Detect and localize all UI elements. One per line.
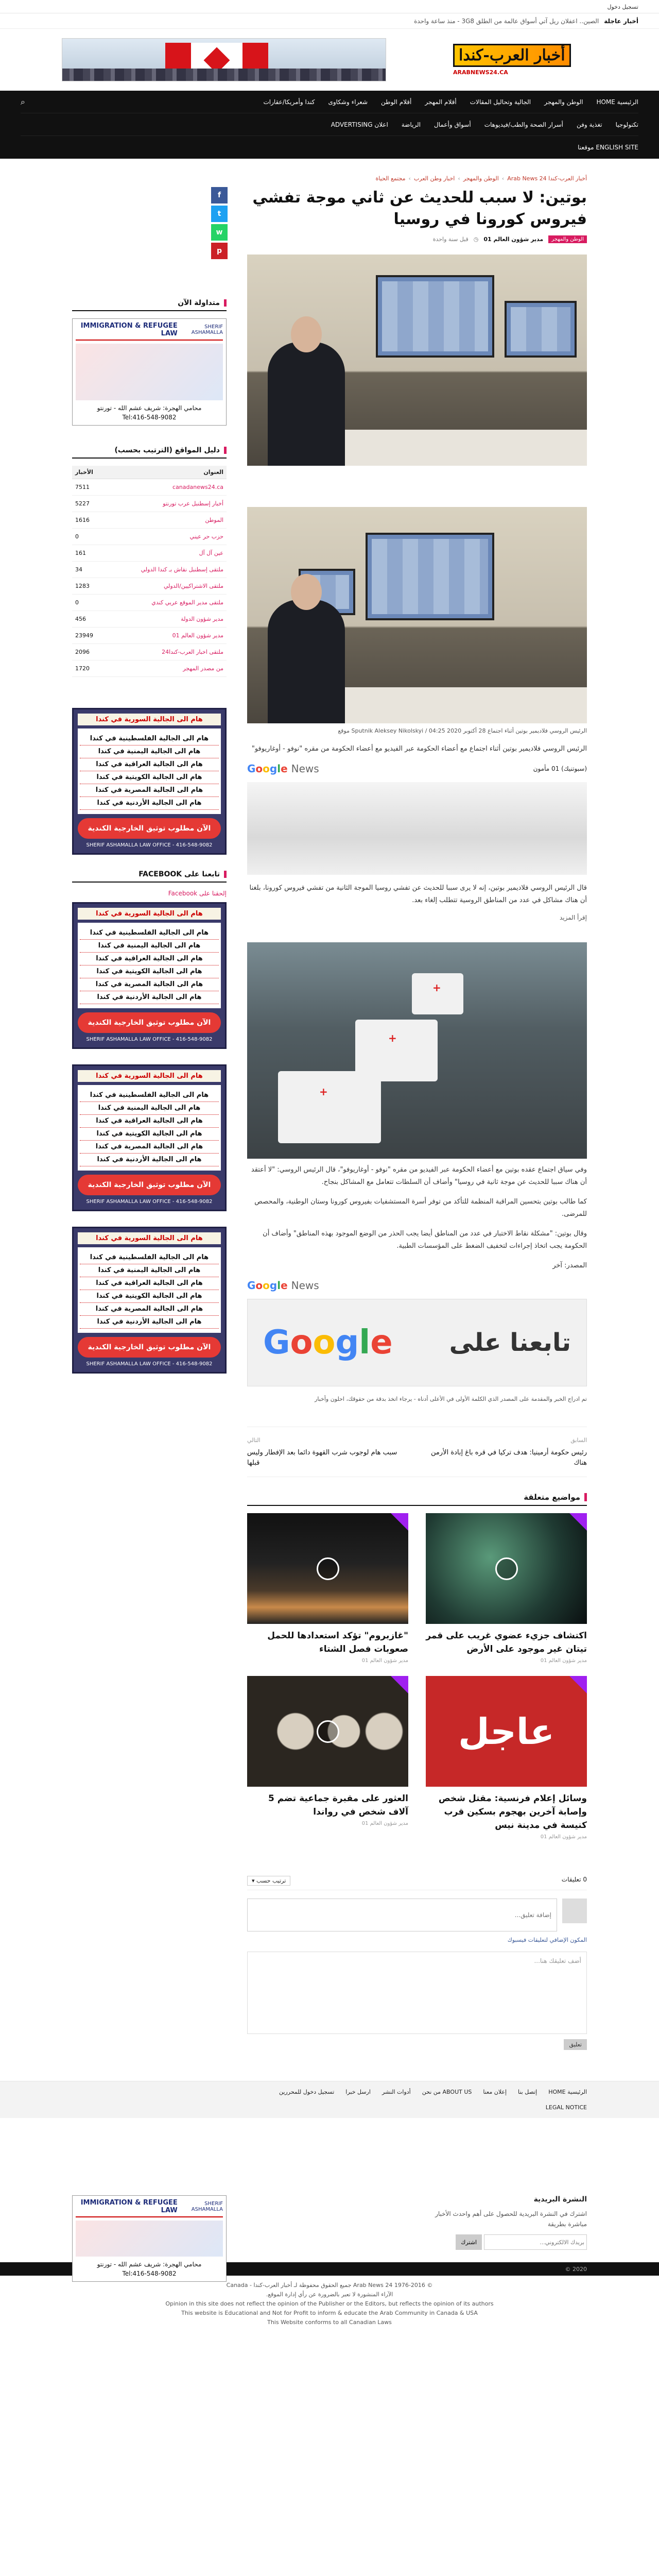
directory-row[interactable] [72, 578, 227, 595]
article-source: (سبوتنيك) 01 مأمون [533, 765, 587, 772]
related-article-title: العثور على مقبرة جماعية تضم 5 آلاف شخص في رواندا [268, 1793, 408, 1817]
sidebar-ad-block [72, 1064, 227, 1211]
ad-line: هام الى الجالية العراقية في كندا [80, 1277, 219, 1290]
facebook-link[interactable]: إلحقنا على Facebook [168, 890, 227, 897]
immigration-lawyer-ad-footer[interactable] [72, 2195, 227, 2282]
directory-count: 5227 [72, 496, 105, 512]
article-meta [247, 235, 587, 243]
breaking-news-ticker[interactable]: الصين.. اعفلان ريل آتي أسواق عالمة من الطلق 3G8 - منذ ساعة واحدة [414, 17, 599, 25]
directory-count: 1720 [72, 660, 105, 677]
next-article-link[interactable]: التالي سبب هام لوجوب شرب القهوة دائما بعد الإفطار وليس قبلها [247, 1437, 397, 1467]
article-column [216, 175, 587, 2050]
category-badge[interactable]: الوطن والمهجر [548, 235, 587, 243]
copyright-year: 2020 © [565, 2265, 587, 2273]
directory-site-link[interactable]: الموطن [105, 512, 227, 529]
directory-row[interactable] [72, 496, 227, 512]
ad-bubble: الآن مطلوب توثيق الخارجية الكندية [78, 818, 221, 839]
related-article-author: مدير شؤون العالم 01 [361, 1821, 408, 1826]
article-title: بوتين: لا سبب للحديث عن ثاني موجة تفشي فيروس كورونا في روسيا [252, 189, 587, 228]
related-article-card[interactable] [426, 1676, 587, 1840]
ad-line: هام الى الجالية الأردنية في كندا [80, 1316, 219, 1329]
ad-line: هام الى الجالية الفلسطينية في كندا [80, 1251, 219, 1264]
avatar [562, 1899, 587, 1923]
directory-row[interactable] [72, 529, 227, 545]
ad-line: هام الى الجالية الكويتية في كندا [80, 771, 219, 784]
immigration-lawyer-ad[interactable] [72, 318, 227, 426]
ad-placeholder [247, 782, 587, 875]
nav-item-diaspora-pens[interactable]: أقلام المهجر [425, 98, 457, 106]
related-article-author: مدير شؤون العالم 01 [540, 1658, 587, 1664]
ad-lines [78, 1247, 221, 1333]
nav-item-food-art[interactable]: تغذية وفن [576, 121, 602, 128]
google-word: Google [263, 1324, 393, 1362]
directory-block [72, 446, 227, 677]
nav-item-english-site[interactable]: ENGLISH SITE موقعنا [578, 144, 638, 151]
footer-link-advertise[interactable]: إعلان معنا [483, 2088, 507, 2095]
play-icon [495, 1557, 518, 1580]
breadcrumb-separator: › [408, 175, 411, 182]
ad-line: هام الى الجالية العراقية في كندا [80, 953, 219, 965]
footer-row-primary [72, 2081, 587, 2097]
directory-site-link[interactable]: مدير شؤون العالم 01 [105, 628, 227, 644]
legal-line: This Website conforms to all Canadian Laws [267, 2319, 392, 2326]
directory-row[interactable] [72, 512, 227, 529]
ambulance-image [247, 942, 587, 1159]
directory-site-link[interactable]: مدير شؤون الدولة [105, 611, 227, 628]
ad-image [76, 344, 223, 400]
author-name[interactable]: مدير شؤون العالم 01 [483, 236, 544, 243]
ambulance-vehicle [412, 973, 463, 1014]
nav-item-sports[interactable]: الرياضة [401, 121, 421, 128]
directory-site-link[interactable]: ملتقى الاشتراكيين/الدولي [105, 578, 227, 595]
related-article-image [247, 1676, 408, 1787]
comments-count: 0 تعليقات [561, 1876, 587, 1883]
ad-lines [78, 728, 221, 814]
breadcrumb-separator: › [501, 175, 505, 182]
nav-row-secondary [21, 113, 638, 136]
comment-textarea[interactable]: أضف تعليقك هنا... [247, 1952, 587, 2034]
newsletter-subscribe-button[interactable]: اشترك [456, 2234, 482, 2250]
legal-line: الآراء المنشورة لا تعبر بالضرورة عن رأي إدارة الموقع. [266, 2291, 393, 2298]
nav-row-tertiary [21, 136, 638, 159]
footer-row-secondary [72, 2097, 587, 2112]
directory-row[interactable] [72, 660, 227, 677]
ad-line: هام الى الجالية المصرية في كندا [80, 1303, 219, 1316]
ad-person-name: SHERIF ASHAMALLA [191, 2201, 223, 2212]
directory-count: 456 [72, 611, 105, 628]
nav-item-home[interactable]: الرئيسية HOME [596, 98, 638, 106]
ad-image [76, 2221, 223, 2257]
article-source: المصدر: آخر [552, 1262, 587, 1269]
ad-footer: محامي الهجرة: شريف عشم الله - تورنتو Tel:416-548-9082 [97, 404, 202, 421]
directory-row[interactable] [72, 611, 227, 628]
site-logo[interactable] [453, 38, 597, 81]
footer-links [0, 2081, 659, 2118]
directory-row[interactable] [72, 479, 227, 496]
corner-badge [569, 1676, 587, 1693]
breaking-news-label: أخبار عاجلة [604, 17, 638, 25]
desk-image [340, 430, 587, 466]
related-article-image [247, 1513, 408, 1624]
ad-line: هام الى الجالية المصرية في كندا [80, 1141, 219, 1154]
person-image [268, 342, 345, 466]
ad-person-name: SHERIF ASHAMALLA [191, 324, 223, 335]
community-notice-ad[interactable] [72, 902, 227, 1049]
login-link[interactable]: تسجيل دخول [607, 3, 638, 10]
newsletter-box [432, 2195, 587, 2282]
desk-image [340, 687, 587, 723]
ad-footer: محامي الهجرة: شريف عشم الله - تورنتو Tel:416-548-9082 [97, 2261, 202, 2277]
read-more-link[interactable]: إقرأ المزيد [559, 914, 587, 921]
related-article-card[interactable] [247, 1676, 408, 1840]
ad-line: هام الى الجالية الكويتية في كندا [80, 965, 219, 978]
submit-comment-button[interactable]: تعليق [564, 2039, 587, 2050]
breadcrumb [247, 175, 587, 182]
footer-link-send-news[interactable]: ارسل خبرا [345, 2088, 371, 2095]
pinterest-share-icon[interactable]: p [211, 243, 228, 259]
related-article-title: اكتشاف جزيء عضوي غريب على قمر تيتان غير موجود على الأرض [426, 1631, 587, 1654]
nav-item-health[interactable]: أسرار الصحة والطب/فيديوهات [484, 121, 563, 128]
ad-line: هام الى الجالية الكويتية في كندا [80, 1128, 219, 1141]
comments-header [247, 1876, 587, 1890]
directory-count: 0 [72, 529, 105, 545]
skyline-image [62, 69, 386, 81]
corner-badge [391, 1513, 408, 1531]
ad-bubble: الآن مطلوب توثيق الخارجية الكندية [78, 1175, 221, 1195]
corner-badge [391, 1676, 408, 1693]
play-icon [317, 1557, 339, 1580]
directory-count: 34 [72, 562, 105, 578]
ad-line: هام الى الجالية الأردنية في كندا [80, 797, 219, 810]
search-icon[interactable]: ⌕ [21, 96, 25, 107]
prev-next-navigation [247, 1427, 587, 1477]
clock-icon: ◷ [473, 236, 479, 243]
play-icon [317, 1720, 339, 1743]
video-screen-image [505, 301, 577, 358]
breaking-news-bar [0, 13, 659, 29]
ad-line: هام الى الجالية الفلسطينية في كندا [80, 1089, 219, 1102]
video-screen-image [376, 275, 494, 358]
community-notice-ad[interactable] [72, 1064, 227, 1211]
ad-title: هام الى الجالية السورية في كندا [78, 1070, 221, 1082]
directory-count: 7511 [72, 479, 105, 496]
ad-line: هام الى الجالية المصرية في كندا [80, 978, 219, 991]
sidebar-ad-block [72, 1227, 227, 1374]
nav-item-canada-america[interactable]: كندا وأمريكا/عقارات [263, 98, 315, 106]
breadcrumb-item-category[interactable]: الوطن والمهجر [463, 175, 499, 182]
directory-title: دليل المواقع (الترتيب بحسب) [72, 446, 227, 459]
directory-site-link[interactable]: ملتقى اخبار العرب-كندا24 [105, 644, 227, 660]
directory-site-link[interactable]: حزب حر عيني [105, 529, 227, 545]
newsletter-text: اشترك في النشرة البريدية للحصول على أهم واحدث الأخبار مباشرة بطريقة [435, 2210, 587, 2228]
directory-site-link[interactable]: أخبار إسطنبل عرب تورنتو [105, 496, 227, 512]
ad-lines [78, 923, 221, 1008]
breadcrumb-item-home[interactable]: أخبار العرب-كندا Arab News 24 [507, 175, 587, 182]
ad-line: هام الى الجالية الكويتية في كندا [80, 1290, 219, 1303]
ad-line: هام الى الجالية اليمنية في كندا [80, 940, 219, 953]
directory-site-link[interactable]: ملتقى إسطنبل نقاش بـ كندا الدولي [105, 562, 227, 578]
nav-item-business[interactable]: أسواق وأعمال [434, 121, 471, 128]
legal-line: © 1976-2016 Arab News 24 جميع الحقوق محفوظة لـ أخبار العرب-كندا - Canada [226, 2282, 433, 2289]
ambulance-vehicle [278, 1071, 381, 1143]
article-main-image [247, 507, 587, 723]
directory-site-link[interactable]: من مصدر المهجر [105, 660, 227, 677]
related-articles [247, 1513, 587, 1840]
trending-block [72, 299, 227, 426]
facebook-title: تابعنا على FACEBOOK [72, 870, 227, 883]
breadcrumb-item-section[interactable]: مجتمع الحياة [375, 175, 406, 182]
article-paragraph: كما طالب بوتين بتحسين المراقبة المنظمة للتأكد من توفر أسرة المستشفيات بفيروس كورونا وستان الوطنية، والمحصص للمرضى. [254, 1198, 587, 1218]
ad-bubble: الآن مطلوب توثيق الخارجية الكندية [78, 1012, 221, 1033]
nav-item-homeland-pens[interactable]: أقلام الوطن [381, 98, 412, 106]
facebook-share-icon[interactable]: f [211, 187, 228, 204]
footer-link-contact[interactable]: إتصل بنا [518, 2088, 537, 2095]
sort-dropdown[interactable]: ترتيب حسب ▾ [247, 1876, 290, 1886]
ad-footer: SHERIF ASHAMALLA LAW OFFICE - 416-548-9082 [86, 842, 213, 848]
directory-count: 161 [72, 545, 105, 562]
newsletter-email-input[interactable] [484, 2234, 587, 2250]
ad-footer: SHERIF ASHAMALLA LAW OFFICE - 416-548-9082 [86, 1361, 213, 1367]
breadcrumb-item-subcategory[interactable]: اخبار وطن العرب [413, 175, 455, 182]
google-news-row [247, 762, 587, 775]
directory-site-link[interactable]: canadanews24.ca [105, 479, 227, 496]
footer-link-about[interactable]: ABOUT US من نحن [422, 2088, 472, 2095]
google-follow-banner[interactable] [247, 1299, 587, 1386]
legal-line: This website is Educational and Not for Profit to inform & educate the Arab Community in Canada & USA [181, 2310, 478, 2316]
ad-line: هام الى الجالية العراقية في كندا [80, 1115, 219, 1128]
logo-text: أخبار العرب-كندا [453, 44, 571, 67]
sidebar [72, 175, 227, 2050]
follow-caption: تم ادراج الخبر والمقدمة على المصدر الذي الكلمة الأولى في الأعلى أدناه - يرجاء اتخذ بدقة من حقوقك، احلون وأخبار [315, 1396, 587, 1402]
sidebar-ad-block [72, 708, 227, 855]
directory-row[interactable] [72, 595, 227, 611]
ad-line: هام الى الجالية المصرية في كندا [80, 784, 219, 797]
directory-site-link[interactable]: ملتقى مدير الموقع عربي كندي [105, 595, 227, 611]
directory-row[interactable] [72, 545, 227, 562]
footer-link-home[interactable]: الرئيسية HOME [548, 2088, 587, 2095]
ad-line: هام الى الجالية العراقية في كندا [80, 758, 219, 771]
article-paragraph: وفي سياق اجتماع عقده بوتين مع أعضاء الحكومة عبر الفيديو من مقره "نوفو - أوغاريوفو"، قال الرئيس الروسي: "لا أعتقد أن هناك سببا للحديث عن موجة ثانية في روسيا" وأضاف أن السلطات تتعامل مع المشاكل بنجاح. [251, 1166, 587, 1186]
related-article-author: مدير شؤون العالم 01 [361, 1658, 408, 1664]
related-article-image [426, 1513, 587, 1624]
ad-header [76, 322, 223, 341]
directory-count: 2096 [72, 644, 105, 660]
google-news-logo[interactable]: Google News [247, 762, 319, 775]
site-header [0, 29, 659, 91]
related-article-title: وسائل إعلام فرنسية: مقتل شخص وإصابة آخرين بهجوم بسكين قرب كنيسة في مدينة نيس [438, 1793, 587, 1831]
directory-count: 1616 [72, 512, 105, 529]
related-article-card[interactable] [247, 1513, 408, 1664]
ad-lines [78, 1085, 221, 1171]
legal-line: Opinion in this site does not reflect the opinion of the Publisher or the Editors, but reflects the opinion of its authors [165, 2300, 494, 2307]
community-notice-ad[interactable] [72, 708, 227, 855]
ad-line: هام الى الجالية الفلسطينية في كندا [80, 927, 219, 940]
urgent-word-image: عاجل [458, 1710, 555, 1753]
previous-article-link[interactable]: السابق رئيس حكومة أرمينيا: هدف تركيا في قره باغ إبادة الأرمن هناك [431, 1437, 587, 1467]
main-navigation [0, 91, 659, 159]
nav-row-primary [21, 91, 638, 113]
whatsapp-share-icon[interactable]: w [211, 224, 228, 241]
google-news-logo[interactable]: Google News [247, 1279, 319, 1292]
ad-line: هام الى الجالية اليمنية في كندا [80, 1102, 219, 1115]
ad-bubble: الآن مطلوب توثيق الخارجية الكندية [78, 1337, 221, 1358]
video-screen-image [366, 533, 494, 620]
person-image [268, 600, 345, 723]
related-article-author: مدير شؤون العالم 01 [540, 1834, 587, 1840]
ad-firm-name: IMMIGRATION & REFUGEE LAW [80, 322, 178, 337]
header-banner-ad[interactable] [62, 38, 386, 81]
article-paragraph: الرئيس الروسي فلاديمير بوتين أثناء اجتماع مع أعضاء الحكومة عبر الفيديو مع أعضاء الحكومة من مقره "نوفو - أوغاريوفو" [251, 745, 587, 753]
twitter-share-icon[interactable]: t [211, 206, 228, 222]
comment-compose [247, 1899, 587, 1931]
footer-link-legal[interactable]: LEGAL NOTICE [545, 2104, 587, 2111]
column-header: العنوان [105, 466, 227, 479]
facebook-comments-plugin-label[interactable]: المكون الإضافي لتعليقات فيسبوك [507, 1937, 587, 1943]
article-paragraph: قال الرئيس الروسي فلاديمير بوتين، إنه لا يرى سببا للحديث عن تفشي روسيا الموجة الثانية من تفشي فيروس كورونا، بلغنا أن هناك مشاكل في عدد من المناطق الروسية تتطلب إلغاء بعد. [249, 884, 587, 904]
ad-line: هام الى الجالية اليمنية في كندا [80, 745, 219, 758]
follow-us-text: تابعنا على [449, 1328, 571, 1357]
image-caption: الرئيس الروسي فلاديمير بوتين أثناء اجتماع 28 أكتوبر 2020 Sputnik Aleksey Nikolskyi / 04:25 موقع [338, 727, 587, 734]
ad-line: هام الى الجالية الفلسطينية في كندا [80, 733, 219, 745]
nav-item-community[interactable]: الجالية وتحاليل المقالات [470, 98, 531, 106]
logo-subtitle: ARABNEWS24.CA [453, 69, 508, 76]
publish-date: قبل سنة واحدة [432, 236, 469, 243]
ad-firm-name: IMMIGRATION & REFUGEE LAW [80, 2199, 178, 2214]
directory-count: 23949 [72, 628, 105, 644]
directory-table [72, 466, 227, 677]
corner-badge [569, 1513, 587, 1531]
nav-item-technology[interactable]: تكنولوجيا [615, 121, 638, 128]
newsletter-title: النشرة البريدية [533, 2195, 587, 2204]
ad-header [76, 2199, 223, 2217]
directory-row[interactable] [72, 644, 227, 660]
nav-item-homeland[interactable]: الوطن والمهجر [544, 98, 583, 106]
nav-item-advertising[interactable]: اعلان ADVERTISING [331, 121, 388, 128]
trending-title: متداولة الآن [72, 299, 227, 311]
ad-line: هام الى الجالية الأردنية في كندا [80, 1154, 219, 1166]
related-article-image [426, 1676, 587, 1787]
article-image-gallery[interactable] [247, 255, 587, 466]
related-section-title: مواضيع متعلقة [247, 1493, 587, 1506]
ad-title: هام الى الجالية السورية في كندا [78, 1232, 221, 1244]
comment-input[interactable] [247, 1899, 557, 1931]
directory-row[interactable] [72, 628, 227, 644]
top-bar [0, 0, 659, 13]
breadcrumb-separator: › [458, 175, 460, 182]
legal-notice [0, 2276, 659, 2332]
comments-section [247, 1876, 587, 2050]
nav-item-poets[interactable]: شعراء وشكاوى [328, 98, 368, 106]
ad-title: هام الى الجالية السورية في كندا [78, 908, 221, 920]
footer-link-editor-login[interactable]: تسجيل دخول للمحررين [279, 2088, 335, 2095]
directory-row[interactable] [72, 562, 227, 578]
facebook-block [72, 870, 227, 1049]
directory-site-link[interactable]: عين آل آل [105, 545, 227, 562]
ad-footer: SHERIF ASHAMALLA LAW OFFICE - 416-548-9082 [86, 1199, 213, 1205]
related-article-title: "غازبروم" تؤكد استعدادها للحمل صعوبات فصل الشتاء [267, 1631, 408, 1654]
related-article-card[interactable] [426, 1513, 587, 1664]
footer-link-publishing-tools[interactable]: أدوات النشر [381, 2088, 411, 2095]
google-news-row [247, 1279, 587, 1292]
community-notice-ad[interactable] [72, 1227, 227, 1374]
ad-footer: SHERIF ASHAMALLA LAW OFFICE - 416-548-9082 [86, 1037, 213, 1042]
ad-title: هام الى الجالية السورية في كندا [78, 714, 221, 725]
directory-count: 1283 [72, 578, 105, 595]
ad-line: هام الى الجالية اليمنية في كندا [80, 1264, 219, 1277]
article-paragraph: وقال بوتين: "مشكلة نقاط الاختبار في عدد من المناطق أيضا يجب الحذر من الوضع الموجود بهذه المناطق" وأضاف أن الحكومة يجب اتخاذ إجراءات لتخفيف الضغط على المؤسسات الطبية. [263, 1230, 587, 1250]
ad-line: هام الى الجالية الأردنية في كندا [80, 991, 219, 1004]
column-header: الأخبار [72, 466, 105, 479]
directory-count: 0 [72, 595, 105, 611]
share-buttons [211, 187, 228, 259]
